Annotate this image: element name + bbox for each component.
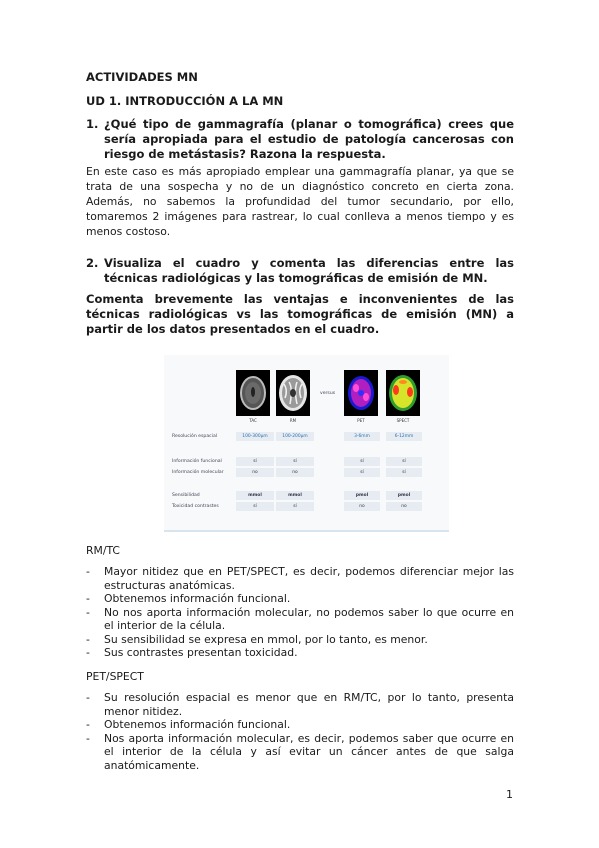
- petspect-list: [86, 691, 514, 772]
- table-cell: mmol: [276, 491, 314, 500]
- rm-scan-image: [276, 370, 310, 416]
- table-cell: 3-6mm: [344, 432, 380, 441]
- question-2-subtext: Comenta brevemente las ventajas e inconvenientes de las técnicas radiológicas vs las tomográficas de emisión (MN) a partir de los datos presentados en el cuadro.: [86, 292, 514, 336]
- tac-scan-image: [236, 370, 270, 416]
- table-cell: sí: [236, 502, 274, 511]
- list-item: - Obtenemos información funcional.: [86, 718, 291, 731]
- versus-label: versus: [320, 391, 336, 396]
- caption-rm: RM: [289, 418, 297, 423]
- table-cell: sí: [276, 502, 314, 511]
- question-2-text: Visualiza el cuadro y comenta las diferencias entre las técnicas radiológicas y las tomográficas de emisión de MN.: [104, 256, 514, 285]
- list-item: - Su resolución espacial es menor que en RM/TC, por lo tanto, presenta menor nitidez.: [86, 691, 514, 718]
- table-cell: mmol: [236, 491, 274, 500]
- petspect-label: PET/SPECT: [86, 670, 144, 683]
- question-1-text: ¿Qué tipo de gammagrafía (planar o tomográfica) crees que sería apropiada para el estudio de patología cancerosas con riesgo de metástasis? Razona la respuesta.: [104, 117, 514, 161]
- row-label: Información funcional: [172, 459, 222, 464]
- table-cell: sí: [386, 468, 422, 477]
- question-1-number: 1.: [86, 117, 99, 131]
- row-label: Información molecular: [172, 470, 224, 475]
- table-cell: sí: [344, 457, 380, 466]
- list-item: - Su sensibilidad se expresa en mmol, por lo tanto, es menor.: [86, 632, 428, 646]
- table-cell: pmol: [386, 491, 422, 500]
- table-cell: 100-300µm: [236, 432, 274, 441]
- list-item: - Sus contrastes presentan toxicidad.: [86, 646, 298, 659]
- question-1-answer: En este caso es más apropiado emplear una gammagrafía planar, ya que se trata de una sospecha y no de un diagnóstico concreto en cierta zona. Además, no sabemos la profundidad del tumor secundario, por ello, tomaremos 2 imágenes para rastrear, lo cual conlleva a menos tiempo y es menos costoso.: [86, 165, 514, 238]
- table-cell: no: [344, 502, 380, 511]
- rmtc-label: RM/TC: [86, 544, 120, 557]
- row-label: Sensibilidad: [172, 493, 200, 498]
- page-number: 1: [506, 788, 513, 801]
- list-item: - Obtenemos información funcional.: [86, 592, 291, 605]
- question-2: [86, 256, 514, 286]
- table-cell: sí: [344, 468, 380, 477]
- table-cell: pmol: [344, 491, 380, 500]
- row-label: Toxicidad contrastes: [172, 504, 219, 509]
- unit-heading: UD 1. INTRODUCCIÓN A LA MN: [86, 94, 284, 108]
- table-cell: no: [386, 502, 422, 511]
- table-cell: 100-200µm: [276, 432, 314, 441]
- list-item: - No nos aporta información molecular, no podemos saber lo que ocurre en el interior de la célula.: [86, 605, 514, 632]
- question-2-number: 2.: [86, 256, 99, 270]
- comparison-figure: [164, 355, 449, 532]
- pet-scan-image: [344, 370, 378, 416]
- table-cell: sí: [236, 457, 274, 466]
- table-cell: sí: [386, 457, 422, 466]
- caption-tac: TAC: [249, 418, 257, 423]
- caption-spect: SPECT: [396, 418, 410, 423]
- table-cell: no: [276, 468, 314, 477]
- table-cell: no: [236, 468, 274, 477]
- row-label: Resolución espacial: [172, 434, 218, 439]
- spect-scan-image: [386, 370, 420, 416]
- table-cell: 6-12mm: [386, 432, 422, 441]
- document-title: ACTIVIDADES MN: [86, 70, 198, 84]
- rmtc-list: [86, 565, 514, 660]
- question-1: [86, 117, 514, 162]
- table-cell: sí: [276, 457, 314, 466]
- list-item: - Mayor nitidez que en PET/SPECT, es decir, podemos diferenciar mejor las estructuras anatómicas.: [86, 565, 514, 592]
- caption-pet: PET: [357, 418, 365, 423]
- list-item: - Nos aporta información molecular, es decir, podemos saber que ocurre en el interior de la célula y así evitar un cáncer antes de que salga anatómicamente.: [86, 731, 514, 772]
